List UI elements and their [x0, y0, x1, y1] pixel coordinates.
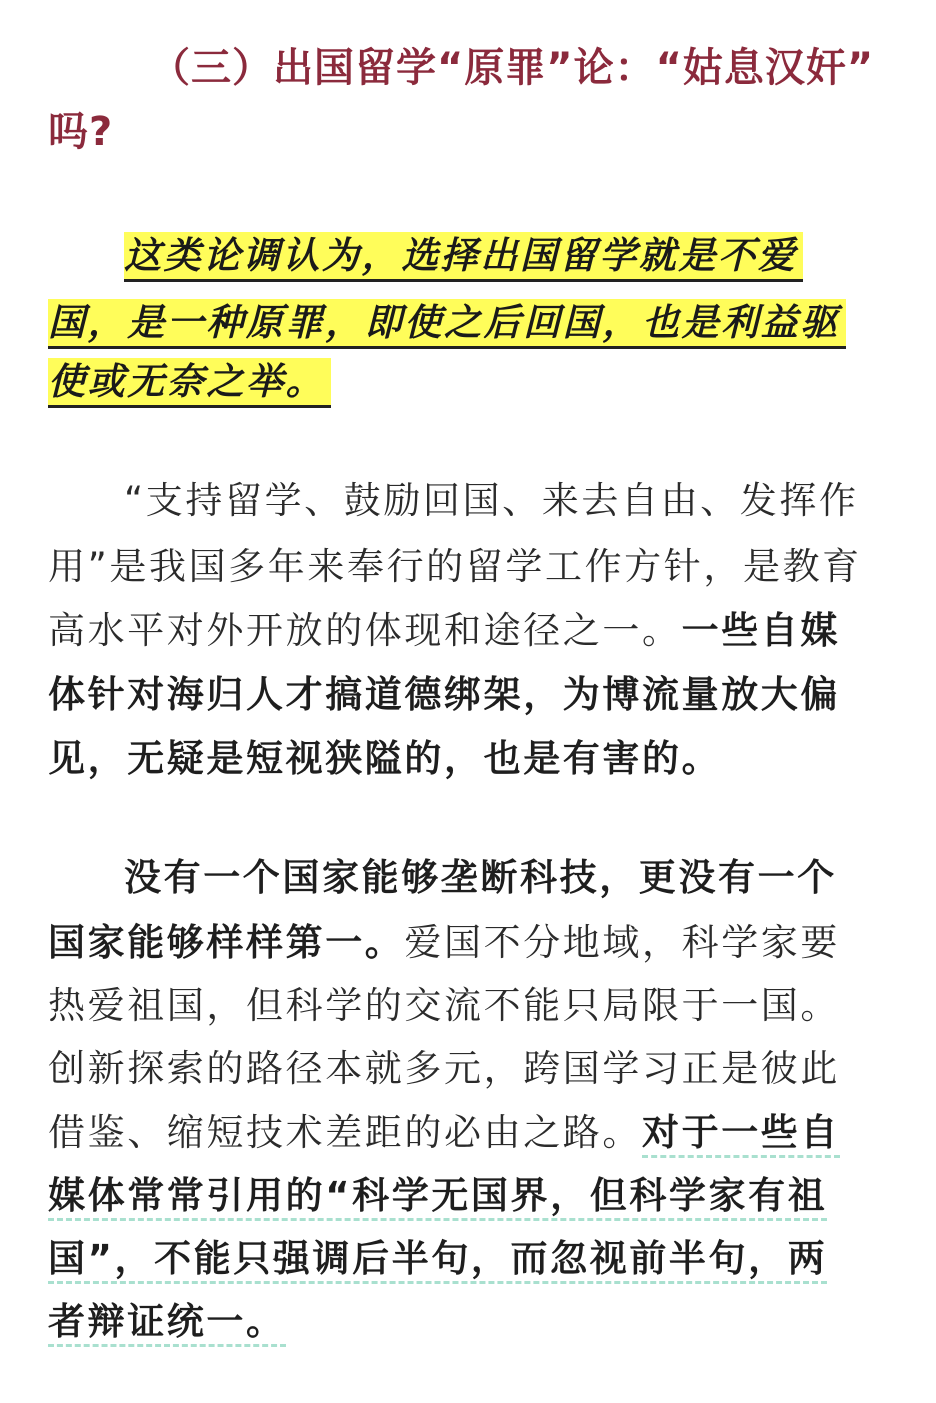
paragraph-text: 爱国不分地域，科学家要 — [404, 921, 841, 964]
highlight-text: 使或无奈之举。 — [48, 358, 331, 408]
highlight-line-3 — [48, 350, 890, 414]
dashed-underline-text: 媒体常常引用的“科学无国界，但科学家有祖 — [48, 1174, 827, 1221]
paragraph-1-line-2: 用”是我国多年来奉行的留学工作方针，是教育 — [48, 545, 862, 588]
paragraph-2-line-8 — [48, 1290, 890, 1354]
paragraph-1-line-3 — [48, 599, 890, 663]
paragraph-1-line-5: 见，无疑是短视狭隘的，也是有害的。 — [48, 737, 722, 780]
dashed-underline-text: 者辩证统一。 — [48, 1300, 286, 1347]
paragraph-2-line-2 — [48, 911, 890, 975]
highlight-line-1 — [124, 224, 890, 288]
paragraph-text: 借鉴、缩短技术差距的必由之路。 — [48, 1111, 642, 1154]
dashed-underline-text: 国”，不能只强调后半句，而忽视前半句，两 — [48, 1237, 827, 1284]
paragraph-2-line-6 — [48, 1164, 890, 1228]
section-heading-line-1: （三）出国留学“原罪”论：“姑息汉奸” — [150, 45, 875, 91]
paragraph-1-line-4: 体针对海归人才搞道德绑架，为博流量放大偏 — [48, 673, 840, 716]
paragraph-2-line-5 — [48, 1101, 890, 1165]
paragraph-text: 高水平对外开放的体现和途径之一。 — [48, 609, 682, 652]
paragraph-2-line-7 — [48, 1227, 890, 1291]
paragraph-2-line-1: 没有一个国家能够垄断科技，更没有一个 — [124, 856, 837, 899]
highlight-line-2 — [48, 291, 890, 355]
dashed-underline-text: 对于一些自 — [642, 1111, 840, 1158]
bold-text: 一些自媒 — [681, 609, 841, 652]
paragraph-2-line-4: 创新探索的路径本就多元，跨国学习正是彼此 — [48, 1047, 840, 1090]
highlight-text: 这类论调认为，选择出国留学就是不爱 — [124, 232, 803, 282]
highlight-text: 国，是一种原罪，即使之后回国，也是利益驱 — [48, 299, 846, 349]
section-heading-line-2: 吗? — [48, 109, 114, 155]
paragraph-1-line-1: “支持留学、鼓励回国、来去自由、发挥作 — [124, 479, 859, 522]
bold-text: 国家能够样样第一。 — [48, 921, 405, 964]
paragraph-2-line-3: 热爱祖国，但科学的交流不能只局限于一国。 — [48, 984, 840, 1027]
